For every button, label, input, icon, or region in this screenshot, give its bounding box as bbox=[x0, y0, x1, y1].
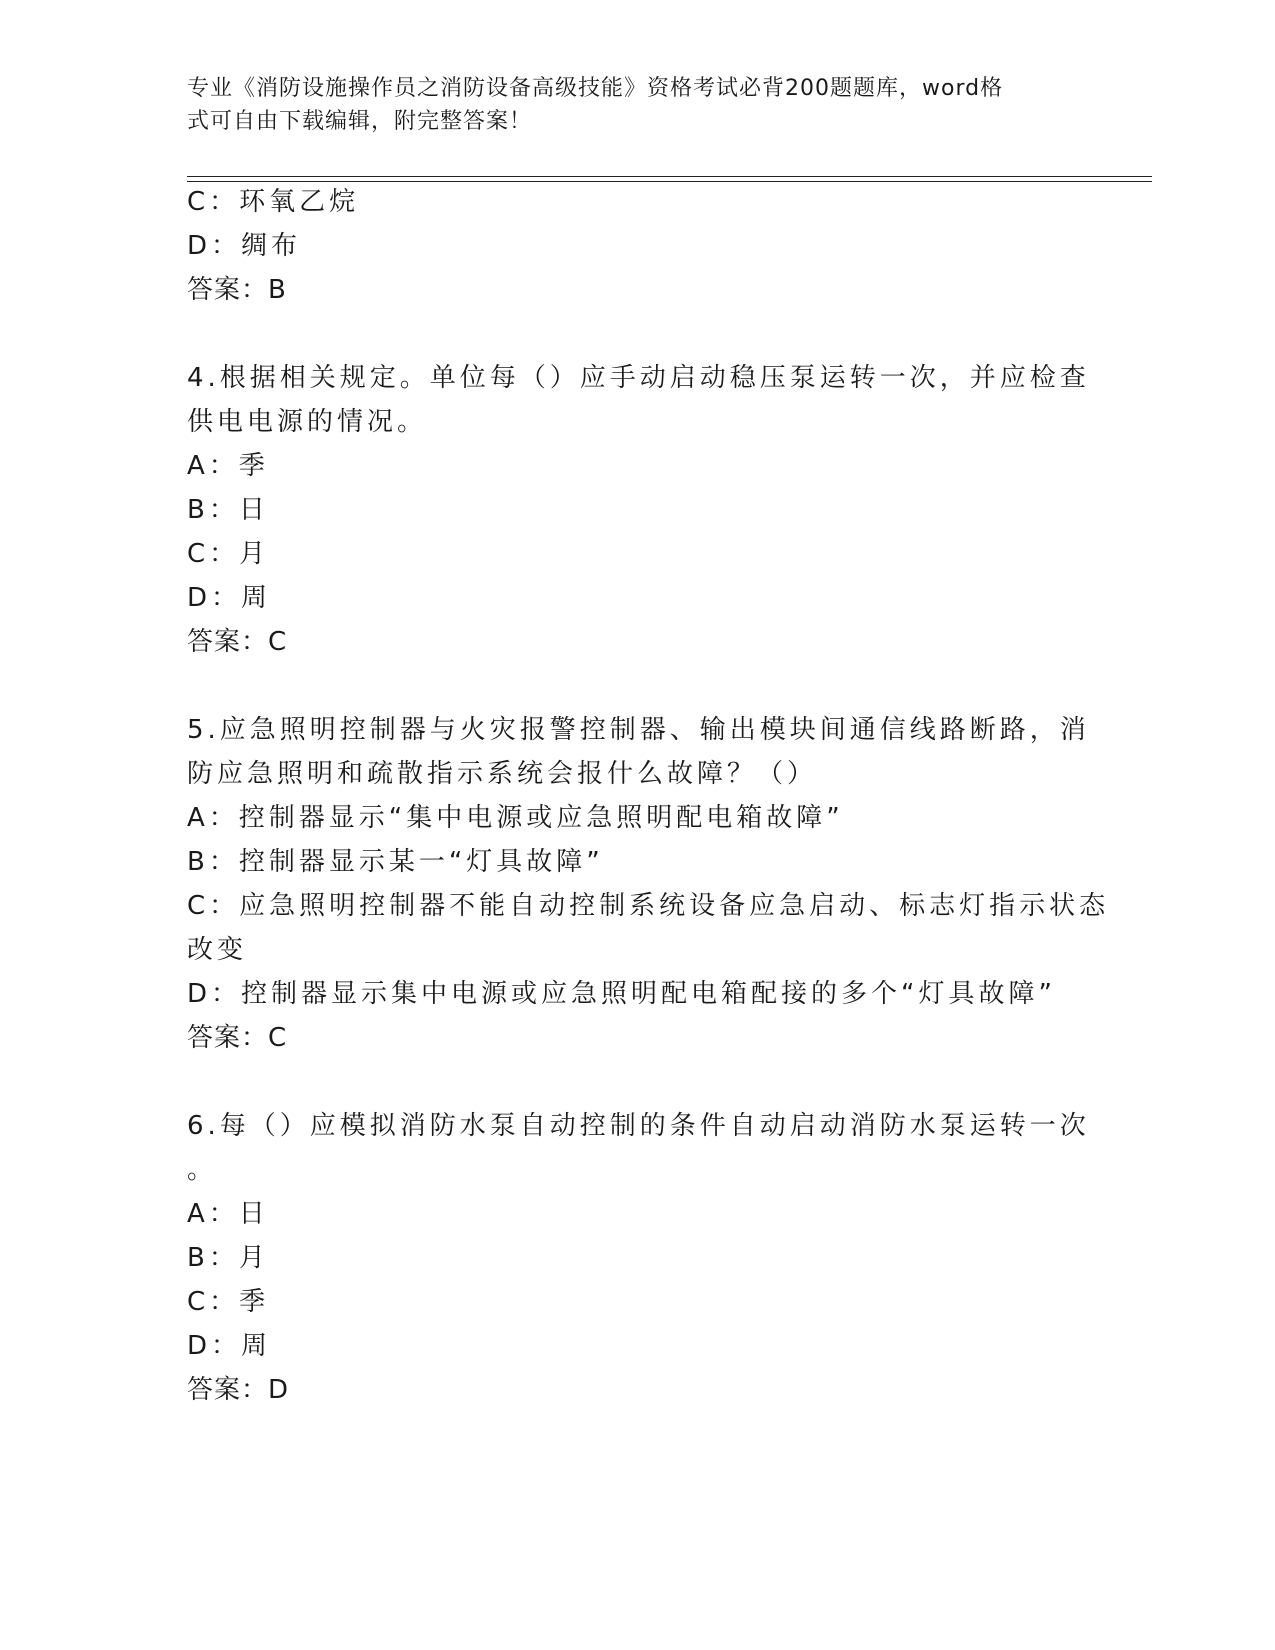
q6-option-a: A：日 bbox=[187, 1199, 269, 1229]
q4-answer: 答案：C bbox=[187, 627, 288, 657]
q4-stem-line-1: 4.根据相关规定。单位每（）应手动启动稳压泵运转一次，并应检查 bbox=[187, 363, 1090, 393]
q5-option-b: B：控制器显示某一“灯具故障” bbox=[187, 847, 604, 877]
q4-option-c: C：月 bbox=[187, 539, 270, 569]
q5-option-c-line-1: C：应急照明控制器不能自动控制系统设备应急启动、标志灯指示状态 bbox=[187, 891, 1110, 921]
q4-option-b: B：日 bbox=[187, 495, 269, 525]
q5-stem-line-2: 防应急照明和疏散指示系统会报什么故障？（） bbox=[187, 759, 818, 789]
header-title-line-2: 式可自由下载编辑，附完整答案！ bbox=[187, 109, 533, 134]
q4-option-a: A：季 bbox=[187, 451, 269, 481]
q3-option-c: C：环氧乙烷 bbox=[187, 187, 360, 217]
header-divider-bottom bbox=[187, 181, 1152, 182]
q5-stem-line-1: 5.应急照明控制器与火灾报警控制器、输出模块间通信线路断路，消 bbox=[187, 715, 1090, 745]
q6-answer: 答案：D bbox=[187, 1375, 290, 1405]
q3-option-d: D：绸布 bbox=[187, 231, 302, 261]
document-header bbox=[187, 72, 1067, 138]
q5-option-a: A：控制器显示“集中电源或应急照明配电箱故障” bbox=[187, 803, 844, 833]
header-title-line-1: 专业《消防设施操作员之消防设备高级技能》资格考试必背200题题库，word格 bbox=[187, 76, 1004, 101]
q4-option-d: D：周 bbox=[187, 583, 272, 613]
q6-option-c: C：季 bbox=[187, 1287, 270, 1317]
q5-option-c-line-2: 改变 bbox=[187, 935, 248, 965]
q6-stem-line-1: 6.每（）应模拟消防水泵自动控制的条件自动启动消防水泵运转一次 bbox=[187, 1111, 1090, 1141]
q5-answer: 答案：C bbox=[187, 1023, 288, 1053]
q6-stem-line-2: 。 bbox=[187, 1155, 218, 1185]
q6-option-d: D：周 bbox=[187, 1331, 272, 1361]
header-divider-top bbox=[187, 176, 1152, 177]
q5-option-d: D：控制器显示集中电源或应急照明配电箱配接的多个“灯具故障” bbox=[187, 979, 1056, 1009]
q3-answer: 答案：B bbox=[187, 275, 287, 305]
q6-option-b: B：月 bbox=[187, 1243, 269, 1273]
q4-stem-line-2: 供电电源的情况。 bbox=[187, 407, 428, 437]
